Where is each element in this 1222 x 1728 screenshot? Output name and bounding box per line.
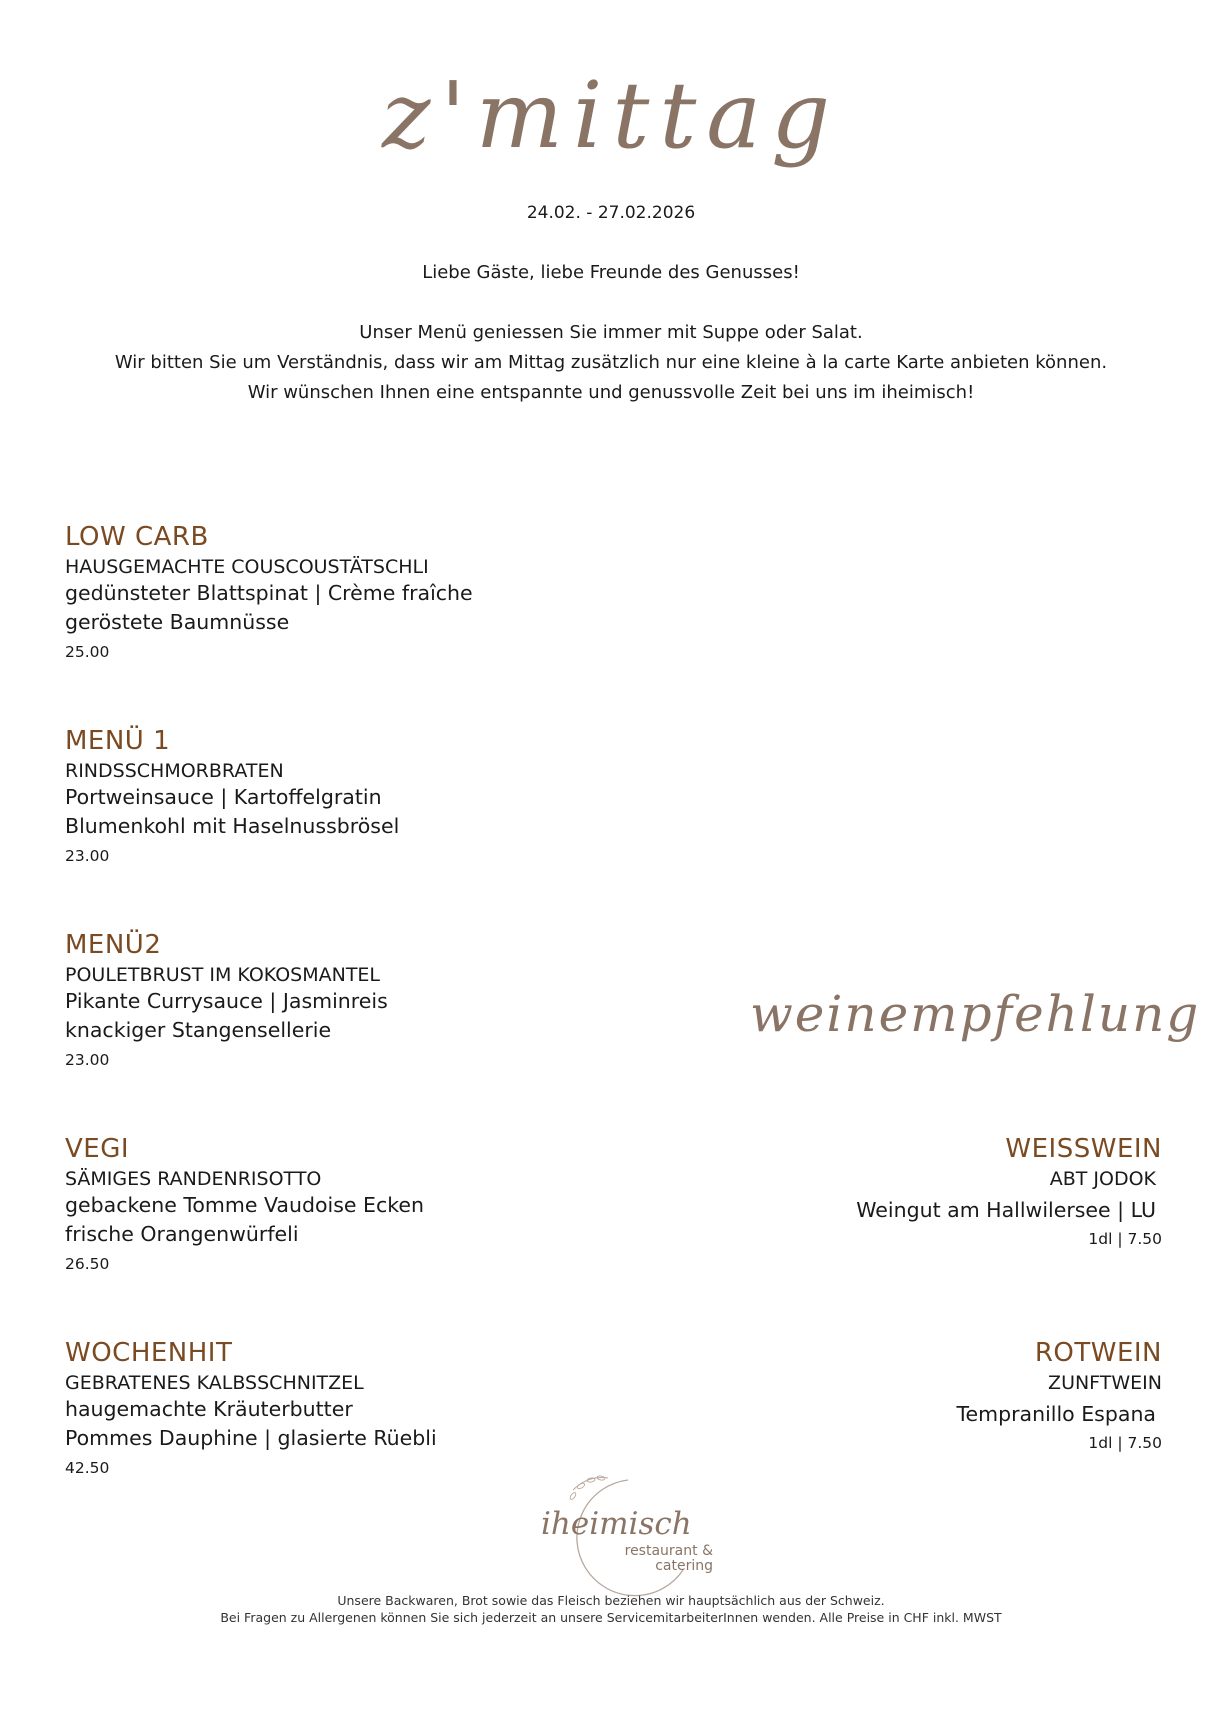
wine-title: ROTWEIN bbox=[1034, 1338, 1162, 1368]
wine-name: ZUNFTWEIN bbox=[1048, 1372, 1162, 1394]
dish-name: POULETBRUST IM KOKOSMANTEL bbox=[65, 964, 381, 986]
logo-subtitle-2: catering bbox=[655, 1558, 713, 1574]
intro-line-2: Wir bitten Sie um Verständnis, dass wir am Mittag zusätzlich nur eine kleine à la carte Karte anbieten können. bbox=[114, 352, 1108, 373]
wine-origin: Weingut am Hallwilersee | LU bbox=[856, 1198, 1156, 1222]
menu-section-menu-1 bbox=[65, 726, 625, 865]
footer-line-1: Unsere Backwaren, Brot sowie das Fleisch beziehen wir hauptsächlich aus der Schweiz. bbox=[337, 1593, 885, 1608]
menu-date: 24.02. - 27.02.2026 bbox=[526, 203, 696, 223]
footer bbox=[0, 1592, 1222, 1626]
section-title: LOW CARB bbox=[65, 522, 209, 552]
intro-line-1: Unser Menü geniessen Sie immer mit Suppe oder Salat. bbox=[359, 322, 863, 343]
logo-subtitle-1: restaurant & bbox=[624, 1543, 713, 1559]
section-title: MENÜ2 bbox=[65, 930, 162, 960]
wine-heading: weinempfehlung bbox=[750, 985, 1201, 1043]
wine-price: 1dl | 7.50 bbox=[1088, 1434, 1162, 1452]
dish-description: knackiger Stangensellerie bbox=[65, 1018, 332, 1042]
dish-name: RINDSSCHMORBRATEN bbox=[65, 760, 284, 782]
wine-name: ABT JODOK bbox=[1049, 1168, 1156, 1190]
dish-price: 26.50 bbox=[65, 1255, 110, 1273]
dish-description: Portweinsauce | Kartoffelgratin bbox=[65, 785, 382, 809]
dish-description: haugemachte Kräuterbutter bbox=[65, 1397, 353, 1421]
dish-name: SÄMIGES RANDENRISOTTO bbox=[65, 1168, 322, 1190]
menu-section-menu-2 bbox=[65, 930, 625, 1069]
section-title: WOCHENHIT bbox=[65, 1338, 233, 1368]
dish-description: gedünsteter Blattspinat | Crème fraîche bbox=[65, 581, 473, 605]
intro-line-3: Wir wünschen Ihnen eine entspannte und genussvolle Zeit bei uns im iheimisch! bbox=[247, 382, 975, 403]
dish-price: 42.50 bbox=[65, 1459, 110, 1477]
dish-description: geröstete Baumnüsse bbox=[65, 610, 290, 634]
footer-line-2: Bei Fragen zu Allergenen können Sie sich jederzeit an unsere ServicemitarbeiterInnen wenden. Alle Preise in CHF inkl. MWST bbox=[220, 1610, 1002, 1625]
page-title: z'mittag bbox=[381, 62, 841, 169]
menu-section-wochenhit bbox=[65, 1338, 625, 1477]
logo-name: iheimisch bbox=[541, 1506, 692, 1542]
dish-description: Pommes Dauphine | glasierte Rüebli bbox=[65, 1426, 437, 1450]
dish-description: Blumenkohl mit Haselnussbrösel bbox=[65, 814, 400, 838]
dish-price: 23.00 bbox=[65, 847, 110, 865]
dish-description: frische Orangenwürfeli bbox=[65, 1222, 299, 1246]
dish-name: HAUSGEMACHTE COUSCOUSTÄTSCHLI bbox=[65, 556, 429, 578]
restaurant-logo bbox=[533, 1470, 713, 1600]
wine-section-rotwein bbox=[760, 1338, 1162, 1452]
dish-description: Pikante Currysauce | Jasminreis bbox=[65, 989, 388, 1013]
menu-section-low-carb bbox=[65, 522, 625, 661]
section-title: VEGI bbox=[65, 1134, 130, 1164]
dish-name: GEBRATENES KALBSSCHNITZEL bbox=[65, 1372, 364, 1394]
wine-section-weisswein bbox=[760, 1134, 1162, 1248]
section-title: MENÜ 1 bbox=[65, 726, 171, 756]
wine-price: 1dl | 7.50 bbox=[1088, 1230, 1162, 1248]
intro-greeting: Liebe Gäste, liebe Freunde des Genusses! bbox=[422, 262, 800, 283]
dish-price: 23.00 bbox=[65, 1051, 110, 1069]
dish-description: gebackene Tomme Vaudoise Ecken bbox=[65, 1193, 425, 1217]
wine-title: WEISSWEIN bbox=[1005, 1134, 1162, 1164]
menu-section-vegi bbox=[65, 1134, 625, 1273]
dish-price: 25.00 bbox=[65, 643, 110, 661]
wine-origin: Tempranillo Espana bbox=[956, 1402, 1156, 1426]
